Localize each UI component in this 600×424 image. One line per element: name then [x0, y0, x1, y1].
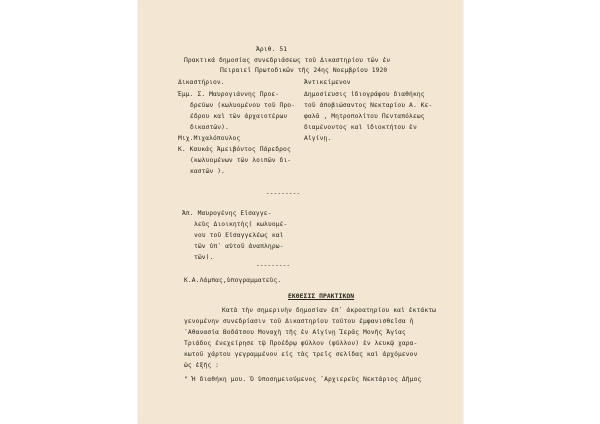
court-line: έδρου καὶ τῶν ἀρχαιοτέρων [190, 113, 288, 120]
subject-line: διαμένοντος καὶ ἰδιοκτήτου ἐν [304, 124, 417, 131]
section-title: ΕΚΘΕΣΙΣ ΠΡΑΚΤΙΚΩΝ [288, 293, 355, 300]
court-line: (κωλυομένων τῶν λοιπῶν δι- [190, 157, 292, 164]
subject-line: φαλᾶ , Μητροπολίτου Πενταπόλεως [304, 113, 425, 120]
document-page [138, 0, 463, 424]
prosecutor-line: νου τοῦ Εἰσαγγελέως καὶ [194, 232, 284, 239]
body-line: ᾿Αθανασία Βοδάτσου Μοναχὴ τῆς ἐν Αἰγίνῃ Ἱερᾶς Μονῆς Ἁγίας [184, 329, 406, 336]
subject-heading: Ἀντικείμενον [304, 79, 351, 86]
prosecutor-line: Ἀπ. Μαυρογένης Εἰσαγγε- [182, 210, 272, 217]
body-line: " Ἡ διαθήκη μου. Ὁ ὑποσημειούμενος ᾿Αρχιερεὺς Νεκτάριος Δῆμος [184, 376, 422, 383]
court-line: δρεύων (κωλυομένου τοῦ Προ- [190, 102, 296, 109]
court-heading: Δικαστήριον. [178, 79, 225, 86]
court-line: Μιχ.Μιχαλόπουλος [178, 135, 241, 142]
body-line: ὡς ἑξῆς : [184, 362, 220, 369]
secretary-line: Κ.Α.Λάμπας,ὑπογραμματεὺς. [184, 277, 282, 284]
title-line-1: Πρακτικά δημοσίας συνεδριάσεως τοῦ Δικαστηρίου τῶν ἐν [184, 57, 391, 64]
court-line: καστῶν ). [190, 168, 226, 175]
court-line: Ἐμμ. Σ. Μαυρογιάννης Προε- [178, 91, 280, 98]
body-line: Τριάδος ἐνεχείρησε τῷ Προέδρῳ φύλλον (φύλλον) ἐν λευκῷ χαρα- [184, 340, 418, 347]
prosecutor-line: λεὺς Διοικητὴς( κωλυομέ- [194, 221, 288, 228]
prosecutor-line: τῶν). [194, 254, 214, 261]
separator-dashes: --------- [266, 190, 301, 197]
court-line: δικαστῶν). [190, 124, 229, 131]
prosecutor-line: τῶν ὑπ᾿ αὐτοῦ ἀναπληρω- [194, 243, 284, 250]
subject-line: Δημοσίευσις ἰδιογράφου διαθήκης [304, 91, 425, 98]
prosecutor-dashes: --------- [256, 262, 291, 269]
body-line: Κατὰ τὴν σημερινὴν δημοσίαν ἐπ᾿ ἀκροατηρίου καὶ ἐκτάκτω [222, 307, 437, 314]
case-number: Άριθ. 51 [256, 46, 288, 53]
court-line: Κ. Καυκάς Ἀμειβόντος Πάρεδρος [178, 146, 291, 153]
subject-line: Αἰγίνῃ. [304, 135, 332, 142]
title-line-2: Πειραιεῖ Πρωτοδικῶν τῆς 24ης Νοεμβρίου 1920 [220, 67, 388, 74]
subject-line: τοῦ ἀποβιώσαντος Νεκταρίου Α. Κε- [304, 102, 433, 109]
body-line: γενομένην συνεδρίασιν τοῦ Δικαστηρίου τούτου ἐμφανισθεῖσα ἡ [184, 318, 414, 325]
body-line: κωτοῦ χάρτου γεγραμμένον εἰς τὰς τρεῖς σελίδας καὶ ἀρχόμενον [184, 351, 418, 358]
